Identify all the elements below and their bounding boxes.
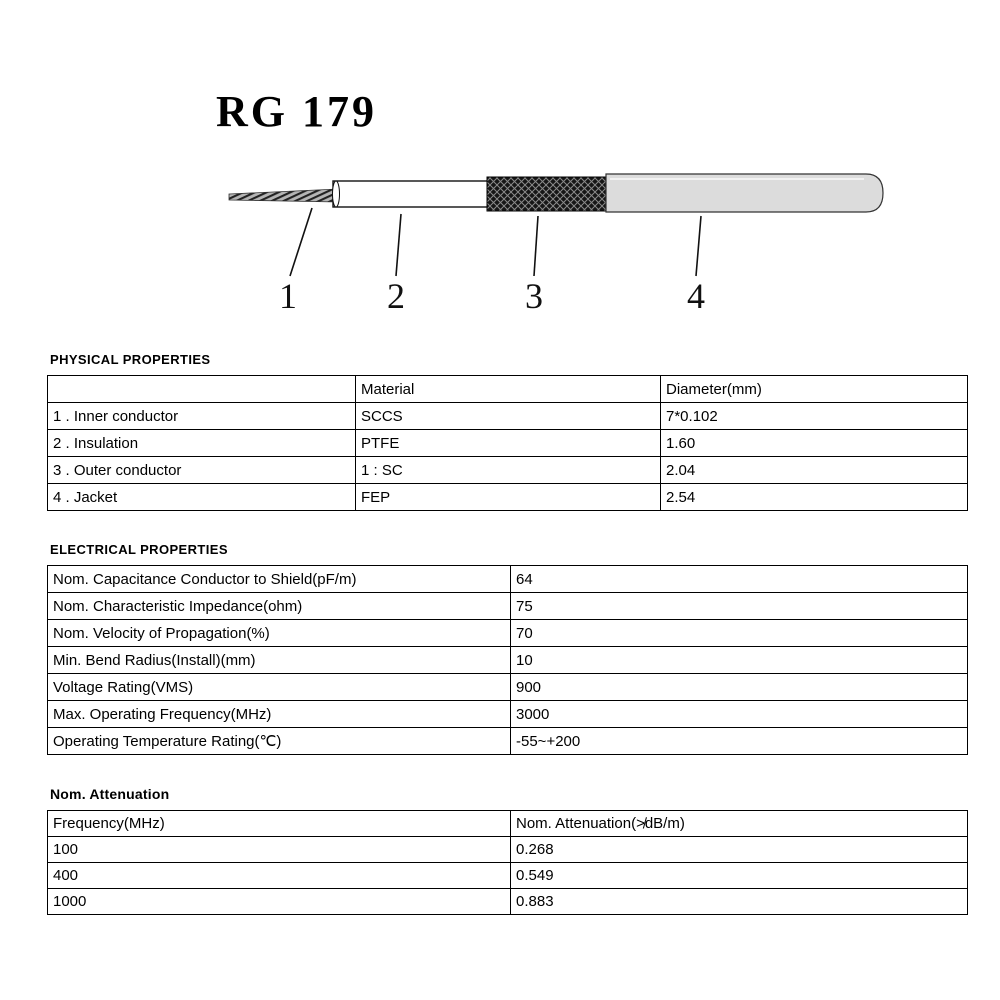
table-row	[48, 593, 968, 620]
attenuation-table	[47, 810, 968, 915]
table-row	[48, 701, 968, 728]
callout-label-3: 3	[525, 276, 543, 316]
cell-label: Nom. Capacitance Conductor to Shield(pF/m)	[48, 566, 511, 593]
table-row	[48, 647, 968, 674]
physical-properties-heading: PHYSICAL PROPERTIES	[50, 352, 211, 367]
cell-value: 10	[511, 647, 968, 674]
column-header: Diameter(mm)	[661, 376, 968, 403]
cell-material: FEP	[356, 484, 661, 511]
table-row	[48, 484, 968, 511]
cable-diagram	[0, 150, 1000, 325]
cell-value: 900	[511, 674, 968, 701]
cell-value: 0.883	[511, 889, 968, 915]
column-header: Nom. Attenuation(≯dB/m)	[511, 811, 968, 837]
cell-diameter: 2.54	[661, 484, 968, 511]
table-row	[48, 566, 968, 593]
cell-value: -55~+200	[511, 728, 968, 755]
table-row	[48, 457, 968, 484]
column-header: Material	[356, 376, 661, 403]
cell-frequency: 1000	[48, 889, 511, 915]
table-row	[48, 889, 968, 915]
electrical-properties-table	[47, 565, 968, 755]
page-title: RG 179	[216, 87, 377, 136]
table-row	[48, 430, 968, 457]
physical-properties-table	[47, 375, 968, 511]
cell-value: 0.268	[511, 837, 968, 863]
header-row	[48, 811, 968, 837]
table-row	[48, 863, 968, 889]
cell-frequency: 100	[48, 837, 511, 863]
table-row	[48, 620, 968, 647]
cell-name: 4 . Jacket	[48, 484, 356, 511]
cell-material: PTFE	[356, 430, 661, 457]
header-row	[48, 376, 968, 403]
cell-material: 1 : SC	[356, 457, 661, 484]
cell-value: 64	[511, 566, 968, 593]
jacket-illustration	[606, 174, 883, 212]
inner-conductor-illustration	[229, 189, 338, 202]
cell-label: Max. Operating Frequency(MHz)	[48, 701, 511, 728]
cell-name: 2 . Insulation	[48, 430, 356, 457]
callout-label-2: 2	[387, 276, 405, 316]
table-row	[48, 837, 968, 863]
callout-label-4: 4	[687, 276, 705, 316]
cell-diameter: 2.04	[661, 457, 968, 484]
cell-value: 3000	[511, 701, 968, 728]
table-row	[48, 403, 968, 430]
callout-lines	[290, 208, 701, 276]
table-row	[48, 674, 968, 701]
cell-value: 70	[511, 620, 968, 647]
cell-label: Nom. Velocity of Propagation(%)	[48, 620, 511, 647]
callout-label-1: 1	[279, 276, 297, 316]
cell-value: 75	[511, 593, 968, 620]
cell-label: Min. Bend Radius(Install)(mm)	[48, 647, 511, 674]
cell-name: 1 . Inner conductor	[48, 403, 356, 430]
cell-value: 0.549	[511, 863, 968, 889]
attenuation-heading: Nom. Attenuation	[50, 786, 170, 802]
cell-diameter: 7*0.102	[661, 403, 968, 430]
column-header	[48, 376, 356, 403]
cell-label: Operating Temperature Rating(℃)	[48, 728, 511, 755]
cell-label: Voltage Rating(VMS)	[48, 674, 511, 701]
electrical-properties-heading: ELECTRICAL PROPERTIES	[50, 542, 228, 557]
column-header: Frequency(MHz)	[48, 811, 511, 837]
cell-label: Nom. Characteristic Impedance(ohm)	[48, 593, 511, 620]
cell-frequency: 400	[48, 863, 511, 889]
cell-name: 3 . Outer conductor	[48, 457, 356, 484]
table-row	[48, 728, 968, 755]
outer-conductor-illustration	[487, 177, 613, 211]
cell-diameter: 1.60	[661, 430, 968, 457]
insulation-illustration	[333, 181, 491, 207]
cell-material: SCCS	[356, 403, 661, 430]
